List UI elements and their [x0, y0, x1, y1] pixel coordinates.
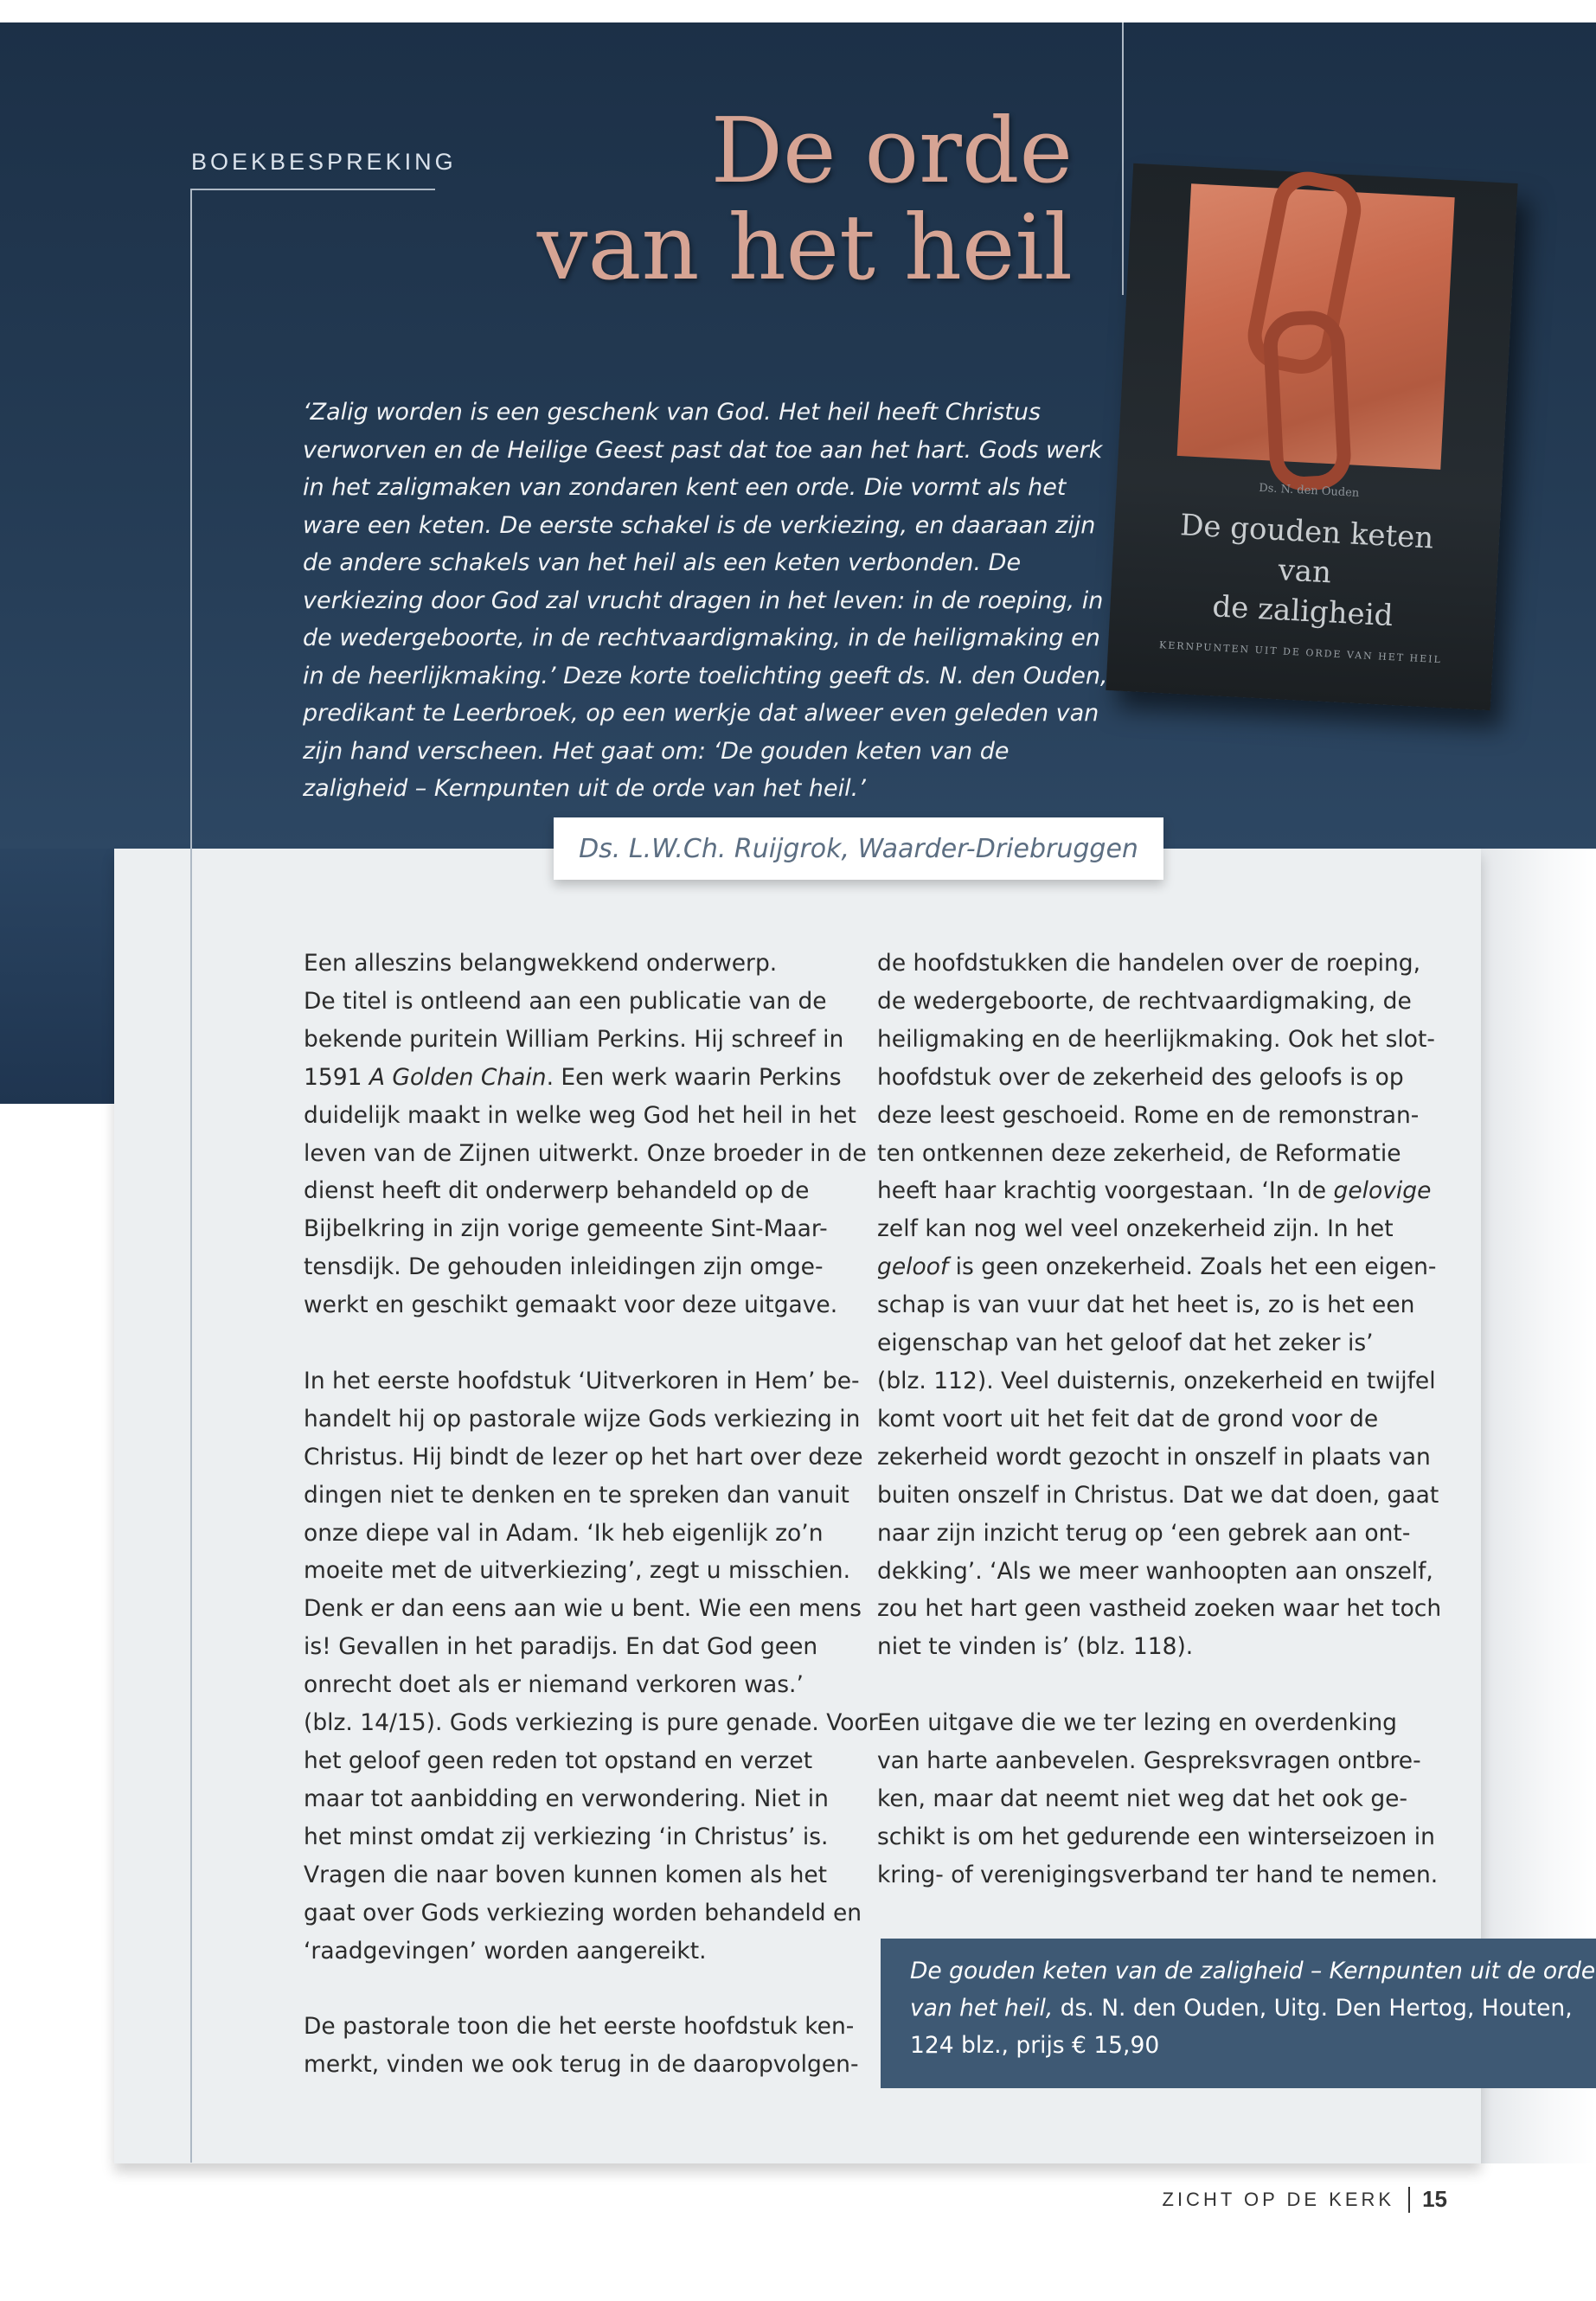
text-segment: . Een werk waarin Perkins — [546, 1063, 842, 1091]
body-paragraph — [877, 1704, 1439, 1894]
horizontal-rule-left — [190, 189, 435, 190]
text-segment: heeft haar krachtig voorgestaan. ‘In de — [877, 1177, 1334, 1205]
body-paragraph — [304, 1362, 878, 1971]
text-line: In het eerste hoofdstuk ‘Uitverkoren in Hem’ be- — [304, 1367, 860, 1394]
book-cover-chain-artwork — [1177, 183, 1455, 470]
book-info-line — [910, 1990, 1573, 2027]
book-info-details: ds. N. den Ouden, Uitg. Den Hertog, Houten, — [1053, 1995, 1573, 2022]
text-line: De titel is ontleend aan een publicatie van de — [304, 987, 827, 1015]
body-column-left — [304, 945, 878, 2122]
book-cover-subtitle: KERNPUNTEN UIT DE ORDE VAN HET HEIL — [1158, 639, 1443, 666]
text-line: onrecht doet als er niemand verkoren was.’ — [304, 1671, 804, 1699]
text-line: ‘raadgevingen’ worden aangereikt. — [304, 1937, 707, 1965]
text-line: kring- of verenigingsverband ter hand te nemen. — [877, 1861, 1439, 1888]
text-line: naar zijn inzicht terug op ‘een gebrek aan ont- — [877, 1519, 1411, 1547]
book-cover-title-line: de zaligheid — [1211, 589, 1394, 634]
text-segment: 1591 — [304, 1063, 369, 1091]
emphasis-word: gelovige — [1333, 1177, 1432, 1205]
text-line: dekking’. ‘Als we meer wanhoopten aan onszelf, — [877, 1557, 1433, 1585]
text-line: zou het hart geen vastheid zoeken waar het toch — [877, 1595, 1442, 1623]
footer-divider — [1408, 2187, 1410, 2213]
text-line: (blz. 14/15). Gods verkiezing is pure genade. Voor — [304, 1709, 878, 1737]
text-line: werkt en geschikt gemaakt voor deze uitgave. — [304, 1292, 838, 1319]
magazine-name: ZICHT OP DE KERK — [1162, 2188, 1395, 2210]
text-line: is! Gevallen in het paradijs. En dat God geen — [304, 1633, 818, 1661]
body-paragraph — [877, 945, 1442, 1666]
book-cover-image — [1106, 163, 1517, 710]
text-line: zekerheid wordt gezocht in onszelf in plaats van — [877, 1443, 1431, 1471]
text-line — [877, 1172, 1431, 1210]
body-paragraph — [304, 945, 867, 1324]
body-paragraph — [304, 2008, 859, 2084]
text-line: tensdijk. De gehouden inleidingen zijn omge- — [304, 1253, 824, 1281]
book-cover-title — [1110, 502, 1501, 641]
text-line: handelt hij op pastorale wijze Gods verkiezing in — [304, 1405, 861, 1433]
text-line: eigenschap van het geloof dat het zeker is’ — [877, 1330, 1374, 1357]
text-segment: is geen onzekerheid. Zoals het een eigen- — [948, 1253, 1437, 1281]
book-info-details: 124 blz., prijs € 15,90 — [910, 2032, 1160, 2059]
text-line: Een alleszins belangwekkend onderwerp. — [304, 950, 778, 977]
text-line: komt voort uit het feit dat de grond voor de — [877, 1405, 1379, 1433]
title-line-1: De orde — [710, 98, 1073, 203]
text-line: dienst heeft dit onderwerp behandeld op de — [304, 1177, 810, 1205]
book-cover-title-line: De gouden keten — [1179, 508, 1435, 556]
text-line: Bijbelkring in zijn vorige gemeente Sint-Maar- — [304, 1215, 828, 1243]
text-line: dingen niet te denken en te spreken dan vanuit — [304, 1481, 849, 1509]
book-cover-author: Ds. N. den Ouden — [1258, 481, 1360, 500]
book-info-line — [910, 1952, 1596, 1990]
article-title — [536, 98, 1073, 300]
text-line: schap is van vuur dat het heet is, zo is het een — [877, 1292, 1415, 1319]
book-title-emphasis: A Golden Chain — [369, 1063, 547, 1091]
section-category: BOEKBESPREKING — [191, 149, 457, 175]
text-line: deze leest geschoeid. Rome en de remonstran- — [877, 1101, 1420, 1129]
intro-paragraph: ‘Zalig worden is een geschenk van God. Het heil heeft Christus verworven en de Heilige Geest past dat toe aan het hart. Gods werk in het zaligmaken van zondaren kent een orde. Die vormt als het ware een keten. De eerste schakel is de verkiezing, en daaraan zijn de andere schakels van het heil als een keten verbonden. De verkiezing door God zal vrucht dragen in het leven: in de roeping, in de wedergeboorte, in de rechtvaardigmaking, in de heiligmaking en in de heerlijkmaking.’ Deze korte toelichting geeft ds. N. den Ouden, predikant te Leerbroek, op een werkje dat alweer even geleden van zijn hand verscheen. Het gaat om: ‘De gouden keten van de zaligheid – Kernpunten uit de orde van het heil.’ — [303, 399, 1108, 802]
title-line-2: van het heil — [536, 195, 1073, 300]
book-cover-title-line: van — [1277, 553, 1333, 591]
text-line: buiten onszelf in Christus. Dat we dat doen, gaat — [877, 1481, 1439, 1509]
text-line: ken, maar dat neemt niet weg dat het ook ge- — [877, 1785, 1408, 1812]
text-line: van harte aanbevelen. Gespreksvragen ontbre- — [877, 1747, 1421, 1775]
text-line: ten ontkennen deze zekerheid, de Reformatie — [877, 1139, 1401, 1167]
text-line: bekende puritein William Perkins. Hij schreef in — [304, 1025, 844, 1053]
text-line: merkt, vinden we ook terug in de daaropvolgen- — [304, 2051, 859, 2079]
text-line: gaat over Gods verkiezing worden behandeld en — [304, 1899, 862, 1926]
text-line: moeite met de uitverkiezing’, zegt u misschien. — [304, 1557, 851, 1585]
text-line: leven van de Zijnen uitwerkt. Onze broeder in de — [304, 1139, 867, 1167]
text-line: niet te vinden is’ (blz. 118). — [877, 1633, 1194, 1661]
vertical-rule-right — [1122, 22, 1124, 295]
text-line: Vragen die naar boven kunnen komen als het — [304, 1861, 828, 1888]
text-line: het geloof geen reden tot opstand en verzet — [304, 1747, 813, 1775]
book-info-box — [881, 1939, 1596, 2088]
text-line: de wedergeboorte, de rechtvaardigmaking, de — [877, 987, 1412, 1015]
emphasis-word: geloof — [877, 1253, 949, 1281]
book-info-title: van het heil, — [910, 1995, 1054, 2022]
vertical-rule-left — [190, 189, 192, 2163]
text-line: maar tot aanbidding en verwondering. Niet in — [304, 1785, 829, 1812]
text-line: duidelijk maakt in welke weg God het heil in het — [304, 1101, 856, 1129]
text-line: onze diepe val in Adam. ‘Ik heb eigenlijk zo’n — [304, 1519, 824, 1547]
page-footer — [1163, 2186, 1448, 2213]
text-line: Een uitgave die we ter lezing en overdenking — [877, 1709, 1397, 1737]
text-line — [304, 1059, 844, 1097]
text-line: Christus. Hij bindt de lezer op het hart over deze — [304, 1443, 863, 1471]
text-line: het minst omdat zij verkiezing ‘in Christus’ is. — [304, 1823, 829, 1850]
book-info-title: De gouden keten van de zaligheid – Kernpunten uit de orde — [910, 1958, 1596, 1984]
body-column-right — [877, 945, 1442, 1932]
text-line — [877, 1248, 1437, 1286]
chain-link-shape — [1262, 309, 1353, 492]
author-byline: Ds. L.W.Ch. Ruijgrok, Waarder-Driebruggen — [554, 817, 1163, 880]
text-line: Denk er dan eens aan wie u bent. Wie een mens — [304, 1595, 862, 1623]
page-number: 15 — [1422, 2186, 1447, 2212]
text-line: De pastorale toon die het eerste hoofdstuk ken- — [304, 2013, 855, 2041]
text-line: heiligmaking en de heerlijkmaking. Ook het slot- — [877, 1025, 1435, 1053]
text-line: zelf kan nog wel veel onzekerheid zijn. In het — [877, 1215, 1394, 1243]
book-info-line — [910, 2027, 1570, 2064]
text-line: hoofdstuk over de zekerheid des geloofs is op — [877, 1063, 1404, 1091]
text-line: (blz. 112). Veel duisternis, onzekerheid en twijfel — [877, 1367, 1436, 1394]
text-line: de hoofdstukken die handelen over de roeping, — [877, 950, 1421, 977]
text-line: schikt is om het gedurende een winterseizoen in — [877, 1823, 1435, 1850]
